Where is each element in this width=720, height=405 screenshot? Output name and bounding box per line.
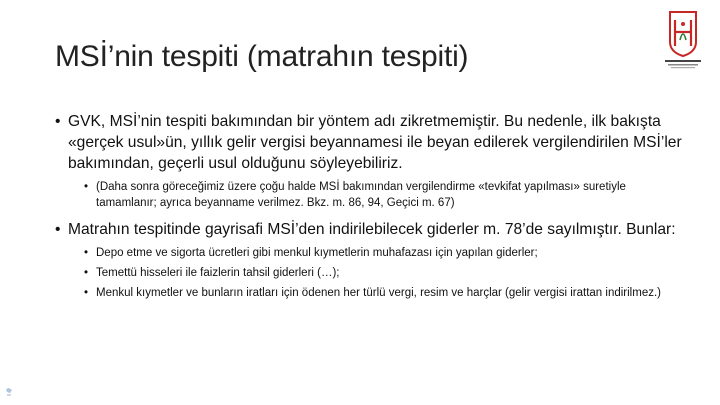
sub-bullet-item: • (Daha sonra göreceğimiz üzere çoğu halde MSİ bakımından vergilendirme «tevkifat yapılması» suretiyle tamamlanır; ayrıca beyanname verilmez. Bkz. m. 86, 94, Geçici m. 67) [84,179,685,211]
bullet-item: • Matrahın tespitinde gayrisafi MSİ’den indirilebilecek giderler m. 78’de sayılmıştır. Bunlar: [55,219,685,240]
sub-bullet-item: • Menkul kıymetler ve bunların iratları için ödenen her türlü vergi, resim ve harçlar (gelir vergisi irattan indirilmez.) [84,285,685,301]
hacettepe-university-logo [650,6,716,72]
sub-bullet-item: • Temettü hisseleri ile faizlerin tahsil giderleri (…); [84,265,685,281]
bullet-item: • GVK, MSİ’nin tespiti bakımından bir yöntem adı zikretmemiştir. Bu nedenle, ilk bakışta «gerçek usul»ün, yıllık gelir vergisi beyannamesi ile beyan edilerek vergilendirilen MSİ’ler bakımından, geçerli usul olduğunu söyleyebiliriz. [55,111,685,174]
slide-corner-icon [5,387,13,397]
sub-bullet-item: • Depo etme ve sigorta ücretleri gibi menkul kıymetlerin muhafazası için yapılan giderler; [84,245,685,261]
slide-title: MSİ’nin tespiti (matrahın tespiti) [55,40,469,73]
bullet-list [55,111,685,305]
